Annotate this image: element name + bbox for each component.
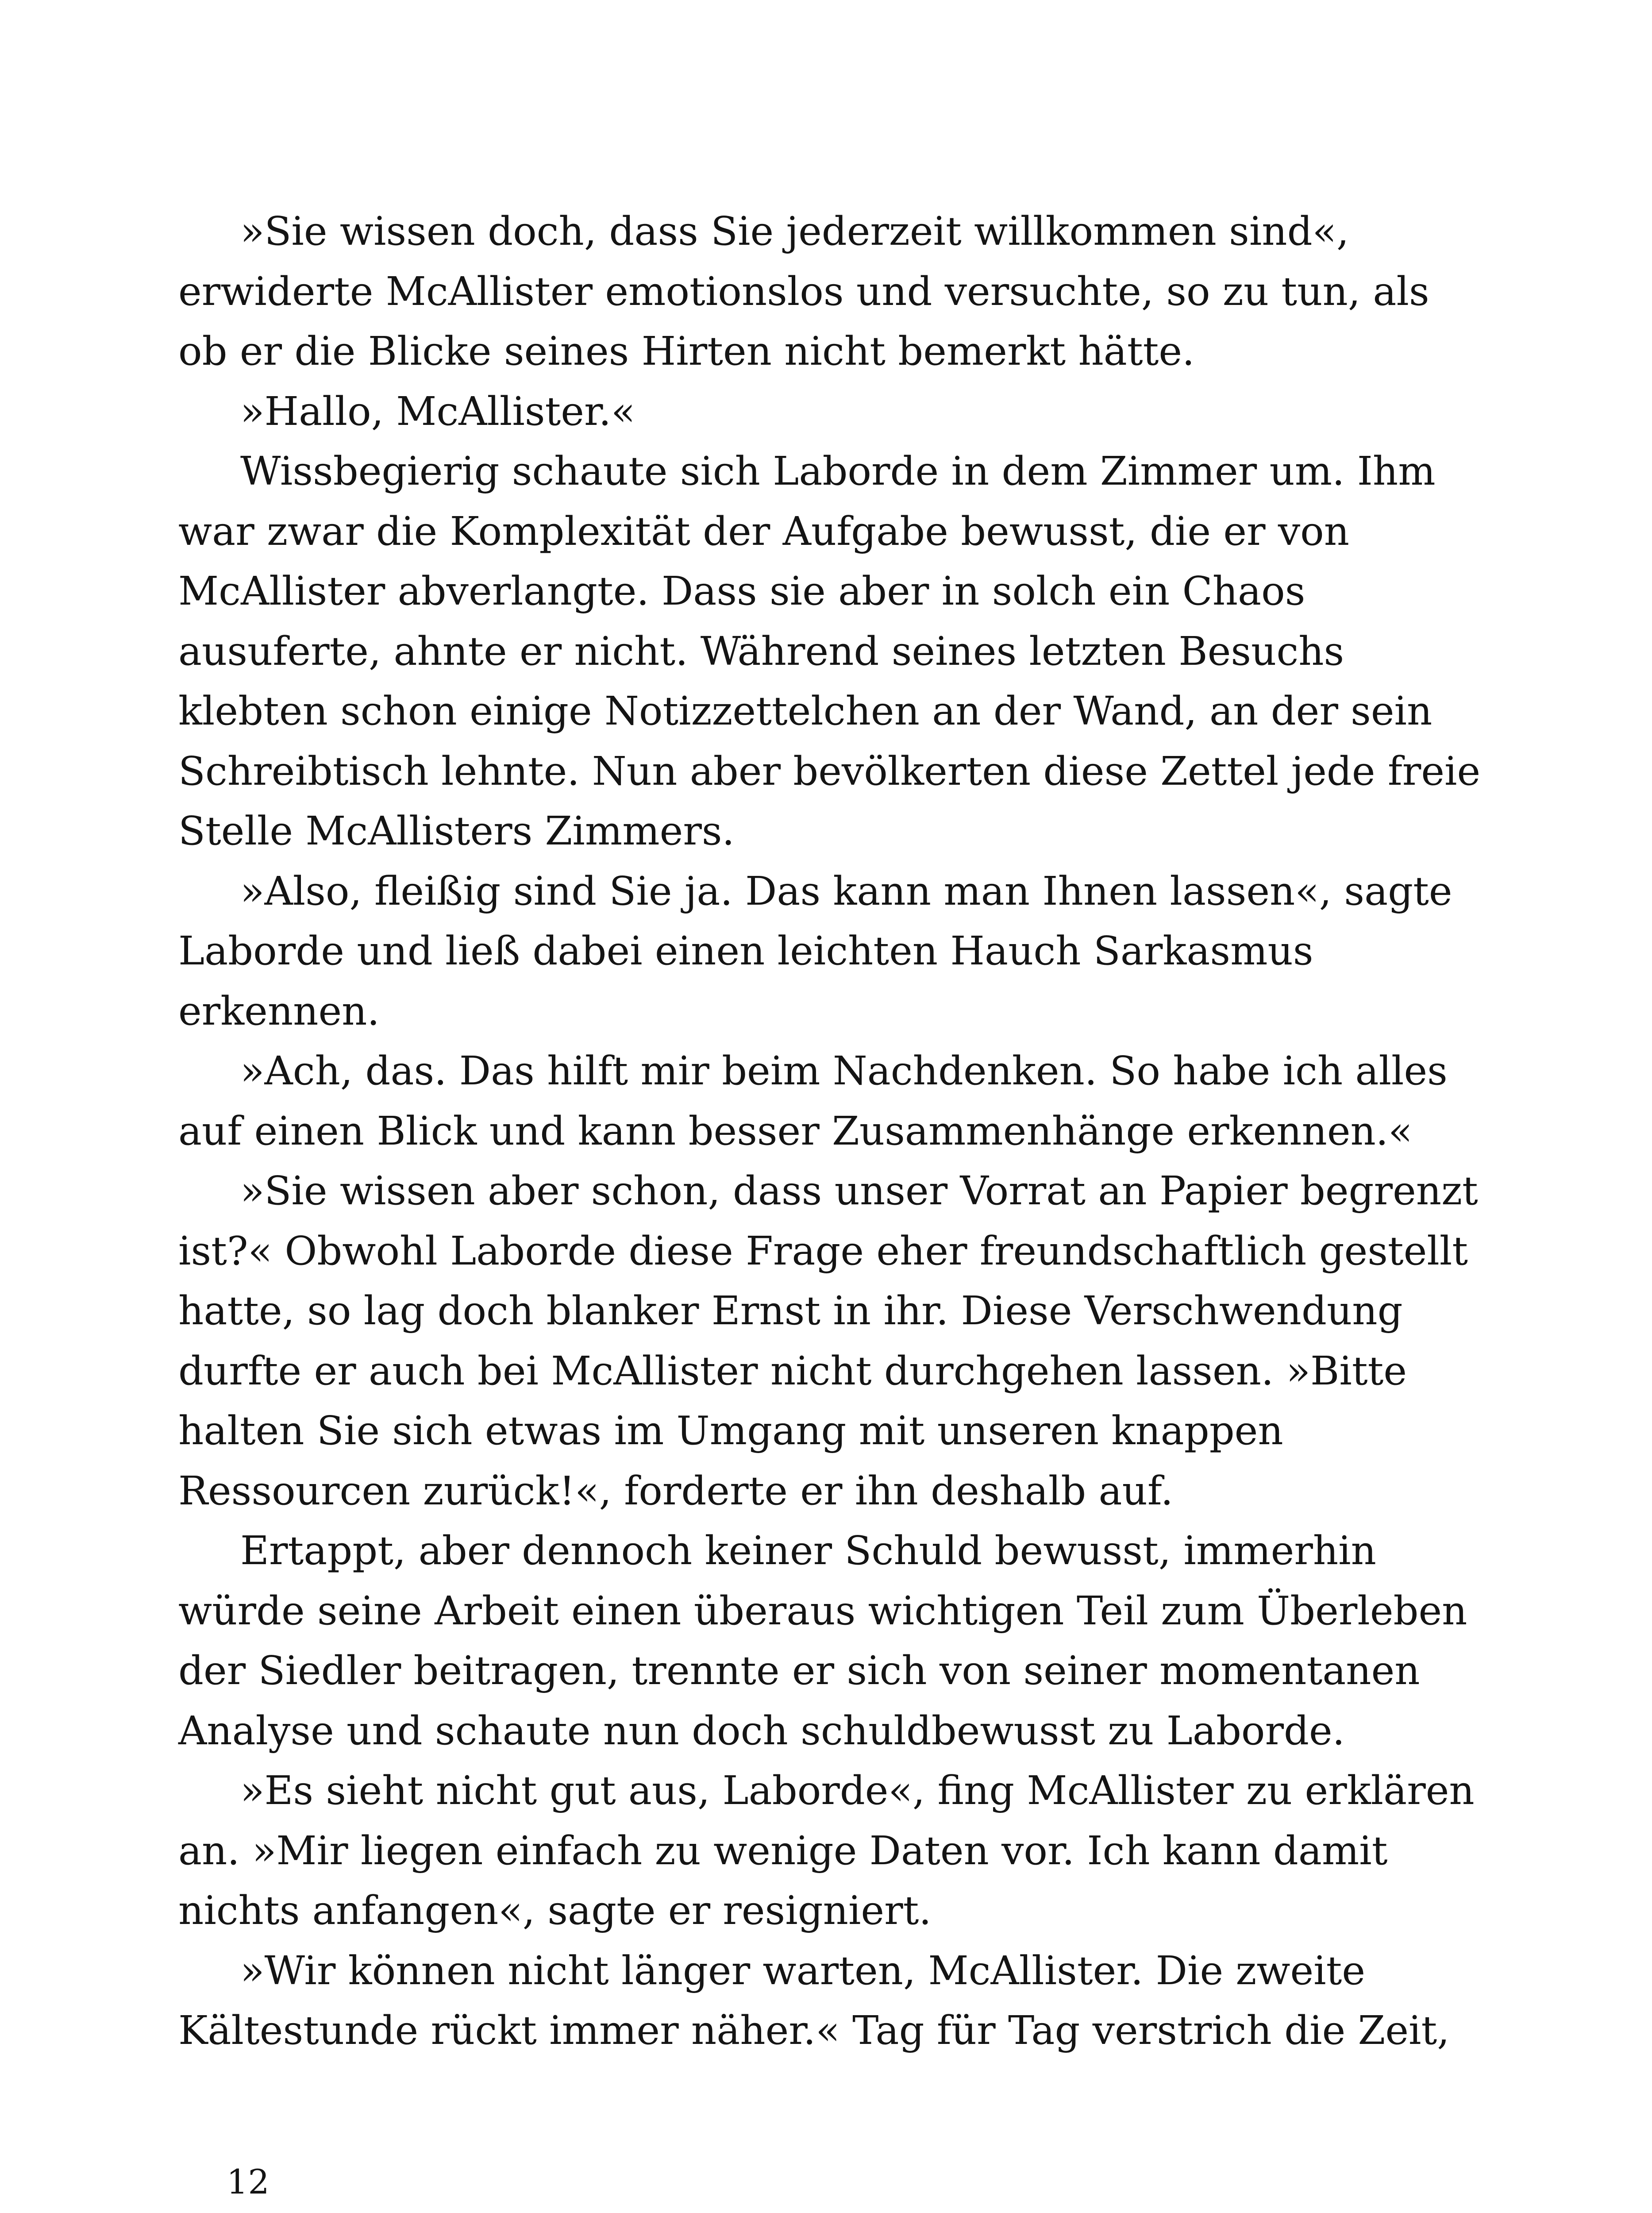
text-line: »Ach, das. Das hilft mir beim Nachdenken. So habe ich alles	[240, 1048, 1448, 1094]
text-line: Schreibtisch lehnte. Nun aber bevölkerten diese Zettel jede freie	[178, 748, 1481, 794]
text-line: »Sie wissen doch, dass Sie jederzeit willkommen sind«,	[240, 208, 1349, 254]
text-line: Kältestunde rückt immer näher.« Tag für Tag verstrich die Zeit,	[178, 2007, 1450, 2053]
text-line: auf einen Blick und kann besser Zusammenhänge erkennen.«	[178, 1107, 1413, 1154]
body-text	[178, 201, 1481, 2061]
text-line: »Hallo, McAllister.«	[240, 388, 635, 434]
text-line: halten Sie sich etwas im Umgang mit unseren knappen	[178, 1407, 1283, 1453]
text-line: McAllister abverlangte. Dass sie aber in solch ein Chaos	[178, 568, 1305, 614]
text-line: ist?« Obwohl Laborde diese Frage eher freundschaftlich gestellt	[178, 1227, 1468, 1274]
page-number: 12	[227, 2162, 270, 2201]
text-line: Laborde und ließ dabei einen leichten Hauch Sarkasmus	[178, 928, 1313, 974]
text-line: »Es sieht nicht gut aus, Laborde«, fing McAllister zu erklären	[240, 1767, 1475, 1813]
text-line: ob er die Blicke seines Hirten nicht bemerkt hätte.	[178, 328, 1195, 374]
text-line: »Wir können nicht länger warten, McAllister. Die zweite	[240, 1947, 1366, 1993]
text-line: Wissbegierig schaute sich Laborde in dem Zimmer um. Ihm	[240, 448, 1436, 494]
text-line: nichts anfangen«, sagte er resigniert.	[178, 1887, 932, 1933]
text-line: Analyse und schaute nun doch schuldbewusst zu Laborde.	[178, 1707, 1345, 1754]
text-line: hatte, so lag doch blanker Ernst in ihr. Diese Verschwendung	[178, 1288, 1403, 1334]
text-line: »Sie wissen aber schon, dass unser Vorrat an Papier begrenzt	[240, 1168, 1478, 1214]
text-line: der Siedler beitragen, trennte er sich von seiner momentanen	[178, 1647, 1420, 1693]
text-line: erkennen.	[178, 987, 380, 1034]
text-line: an. »Mir liegen einfach zu wenige Daten vor. Ich kann damit	[178, 1827, 1388, 1874]
text-line: Stelle McAllisters Zimmers.	[178, 808, 735, 854]
text-line: würde seine Arbeit einen überaus wichtigen Teil zum Überleben	[178, 1587, 1467, 1634]
text-line: Ertappt, aber dennoch keiner Schuld bewusst, immerhin	[240, 1527, 1376, 1573]
text-line: durfte er auch bei McAllister nicht durchgehen lassen. »Bitte	[178, 1347, 1407, 1394]
text-line: ausuferte, ahnte er nicht. Während seines letzten Besuchs	[178, 628, 1344, 674]
text-line: Ressourcen zurück!«, forderte er ihn deshalb auf.	[178, 1467, 1173, 1514]
text-line: erwiderte McAllister emotionslos und versuchte, so zu tun, als	[178, 268, 1429, 314]
text-line: klebten schon einige Notizzettelchen an der Wand, an der sein	[178, 688, 1433, 734]
text-line: »Also, fleißig sind Sie ja. Das kann man Ihnen lassen«, sagte	[240, 867, 1452, 914]
text-line: war zwar die Komplexität der Aufgabe bewusst, die er von	[178, 508, 1350, 554]
